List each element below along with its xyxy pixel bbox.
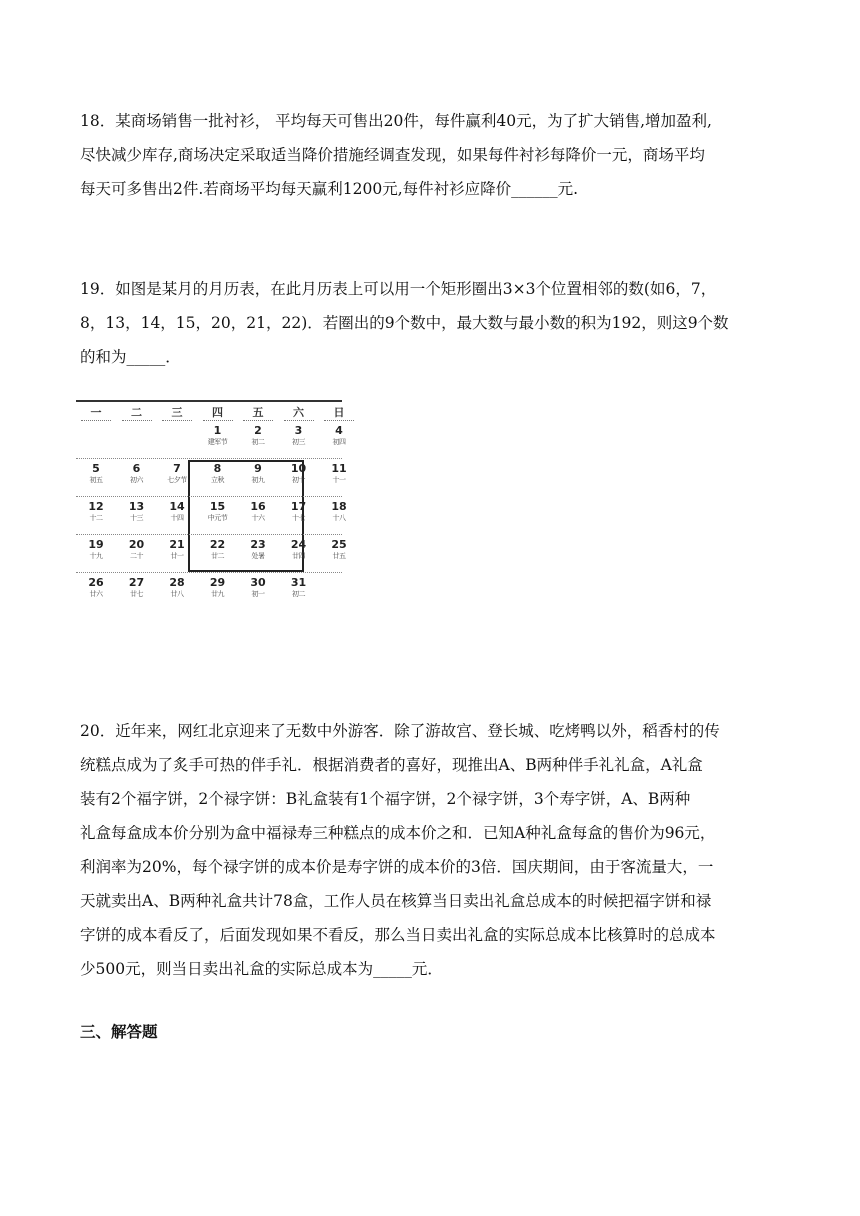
- calendar-day-cell: [319, 424, 359, 447]
- calendar-lunar-label: 初三: [292, 438, 305, 446]
- calendar-lunar-label: 十一: [332, 476, 346, 484]
- calendar-day-cell: [279, 576, 319, 599]
- calendar-day-cell: [198, 500, 238, 523]
- calendar-day-number: 22: [209, 538, 226, 551]
- question-19-line: 的和为_____．: [80, 348, 181, 366]
- weekday-header: 日: [333, 406, 345, 419]
- calendar-lunar-label: 廿一: [170, 552, 184, 560]
- calendar-day-number: 23: [250, 538, 266, 551]
- question-18-line: 每天可多售出2件.若商场平均每天赢利1200元,每件衬衫应降价______元.: [80, 180, 579, 198]
- calendar-lunar-label: 十三: [130, 514, 143, 522]
- calendar-day-number: 5: [92, 462, 100, 475]
- calendar-day-number: 4: [335, 424, 343, 437]
- calendar-day-cell: [319, 500, 359, 523]
- calendar-day-number: 15: [209, 500, 226, 513]
- calendar-day-number: 3: [294, 424, 303, 437]
- calendar-day-number: 1: [213, 424, 222, 437]
- calendar-lunar-label: 十七: [292, 514, 305, 522]
- calendar-day-number: 8: [213, 462, 222, 475]
- calendar-day-number: 29: [209, 576, 226, 589]
- calendar-day-number: 21: [169, 538, 185, 551]
- calendar-row-divider: [76, 458, 342, 459]
- calendar-day-cell: [76, 500, 116, 523]
- calendar-day-cell: [319, 538, 359, 561]
- calendar-lunar-label: 初一: [251, 590, 265, 598]
- question-20-text: [80, 714, 780, 986]
- calendar-lunar-label: 十二: [89, 514, 103, 522]
- question-18-line: 18．某商场销售一批衬衫， 平均每天可售出20件，每件赢利40元，为了扩大销售,增加盈利,: [80, 112, 712, 130]
- question-19-line: 8，13，14，15，20，21，22)．若圈出的9个数中，最大数与最小数的积为192，则这9个数: [80, 314, 729, 332]
- calendar-day-cell: [198, 538, 238, 561]
- calendar-day-number: 9: [254, 462, 262, 475]
- weekday-header: 六: [293, 406, 304, 419]
- section-title: 三、解答题: [80, 1023, 158, 1041]
- weekday-divider: [243, 420, 273, 421]
- calendar-day-cell: [157, 500, 197, 523]
- calendar-day-number: 13: [128, 500, 145, 513]
- calendar-day-cell: [238, 500, 278, 523]
- calendar-day-cell: [198, 462, 238, 485]
- calendar-lunar-label: 廿二: [211, 552, 224, 560]
- calendar-lunar-label: 中元节: [207, 514, 228, 522]
- calendar-day-cell: [279, 538, 319, 561]
- calendar-day-number: 7: [173, 462, 181, 475]
- calendar-day-number: 26: [88, 576, 104, 589]
- calendar-day-number: 27: [128, 576, 145, 589]
- calendar-day-cell: [117, 576, 157, 599]
- question-20-line: 礼盒每盒成本价分别为盒中福禄寿三种糕点的成本价之和．已知A种礼盒每盒的售价为96元，: [80, 824, 716, 842]
- calendar-day-number: 14: [169, 500, 185, 513]
- question-20-line: 装有2个福字饼，2个禄字饼：B礼盒装有1个福字饼，2个禄字饼，3个寿字饼，A、B两种: [80, 790, 691, 808]
- weekday-divider: [284, 420, 314, 421]
- calendar-day-number: 16: [250, 500, 266, 513]
- calendar-day-number: 19: [88, 538, 104, 551]
- calendar-day-number: 30: [250, 576, 266, 589]
- weekday-divider: [81, 420, 111, 421]
- calendar-lunar-label: 七夕节: [167, 476, 187, 484]
- calendar-day-cell: [238, 462, 278, 485]
- calendar-row-divider: [76, 496, 342, 497]
- question-19-line: 19．如图是某月的月历表，在此月历表上可以用一个矩形圈出3×3个位置相邻的数(如6，7，: [80, 280, 717, 298]
- calendar-lunar-label: 初二: [292, 590, 305, 598]
- calendar-row-divider: [76, 572, 342, 573]
- question-20: [80, 714, 780, 986]
- question-18: [80, 104, 780, 206]
- question-19: [80, 272, 780, 374]
- weekday-divider: [162, 420, 192, 421]
- calendar-day-cell: [76, 538, 116, 561]
- calendar-day-cell: [157, 576, 197, 599]
- calendar-lunar-label: 建军节: [207, 438, 228, 446]
- calendar-lunar-label: 初十: [292, 476, 305, 484]
- question-20-line: 利润率为20%，每个禄字饼的成本价是寿字饼的成本价的3倍．国庆期间，由于客流量大，一: [80, 858, 714, 876]
- calendar-day-cell: [238, 538, 278, 561]
- calendar-lunar-label: 廿九: [211, 590, 224, 598]
- weekday-divider: [122, 420, 152, 421]
- calendar-row-divider: [76, 534, 342, 535]
- calendar-lunar-label: 初九: [251, 476, 265, 484]
- calendar-lunar-label: 初五: [89, 476, 103, 484]
- weekday-divider: [203, 420, 233, 421]
- calendar-lunar-label: 廿六: [89, 590, 103, 598]
- weekday-header: 四: [212, 406, 223, 419]
- calendar-lunar-label: 初六: [130, 476, 143, 484]
- calendar-lunar-label: 立秋: [211, 476, 224, 484]
- weekday-header: 三: [171, 406, 183, 419]
- calendar-day-number: 25: [331, 538, 347, 551]
- weekday-header: 五: [252, 406, 264, 419]
- weekday-header: 二: [131, 406, 142, 419]
- calendar-day-number: 20: [128, 538, 145, 551]
- calendar-day-number: 10: [290, 462, 307, 475]
- calendar-day-number: 12: [88, 500, 104, 513]
- question-20-line: 少500元，则当日卖出礼盒的实际总成本为_____元．: [80, 960, 443, 978]
- calendar-lunar-label: 廿七: [130, 590, 143, 598]
- calendar-day-cell: [157, 538, 197, 561]
- calendar-lunar-label: 十九: [89, 552, 103, 560]
- calendar-figure: [76, 398, 347, 612]
- calendar-lunar-label: 十六: [251, 514, 265, 522]
- calendar-lunar-label: 初四: [332, 438, 346, 446]
- weekday-divider: [324, 420, 354, 421]
- calendar-day-number: 18: [331, 500, 347, 513]
- calendar-day-cell: [117, 462, 157, 485]
- calendar-day-cell: [76, 462, 116, 485]
- calendar-lunar-label: 初二: [251, 438, 265, 446]
- calendar-day-number: 11: [331, 462, 347, 475]
- calendar-day-cell: [238, 576, 278, 599]
- calendar-day-number: 2: [254, 424, 262, 437]
- weekday-header: 一: [90, 406, 102, 419]
- question-20-line: 字饼的成本看反了，后面发现如果不看反，那么当日卖出礼盒的实际总成本比核算时的总成本: [80, 926, 716, 944]
- calendar-day-cell: [319, 462, 359, 485]
- calendar-day-number: 24: [290, 538, 307, 551]
- calendar-top-rule: [76, 400, 342, 402]
- calendar-lunar-label: 廿五: [332, 552, 346, 560]
- calendar-day-cell: [238, 424, 278, 447]
- calendar-day-cell: [198, 576, 238, 599]
- calendar-day-cell: [157, 462, 197, 485]
- calendar-lunar-label: 二十: [130, 552, 143, 560]
- calendar-lunar-label: 十四: [170, 514, 184, 522]
- question-18-text: [80, 104, 780, 206]
- question-19-text: [80, 272, 780, 374]
- calendar-day-cell: [117, 500, 157, 523]
- question-20-line: 天就卖出A、B两种礼盒共计78盒，工作人员在核算当日卖出礼盒总成本的时候把福字饼和禄: [80, 892, 712, 910]
- calendar-day-number: 28: [169, 576, 185, 589]
- calendar-day-cell: [279, 500, 319, 523]
- question-20-line: 统糕点成为了炙手可热的伴手礼．根据消费者的喜好，现推出A、B两种伴手礼礼盒，A礼盒: [80, 756, 703, 774]
- calendar-day-cell: [76, 576, 116, 599]
- calendar-day-cell: [279, 462, 319, 485]
- calendar-day-cell: [117, 538, 157, 561]
- calendar-lunar-label: 廿四: [292, 552, 305, 560]
- question-18-line: 尽快减少库存,商场决定采取适当降价措施经调查发现，如果每件衬衫每降价一元，商场平均: [80, 146, 705, 164]
- calendar-lunar-label: 廿八: [170, 590, 184, 598]
- calendar-lunar-label: 处暑: [251, 552, 265, 560]
- calendar-day-number: 17: [290, 500, 307, 513]
- calendar-day-number: 6: [132, 462, 141, 475]
- calendar-day-cell: [279, 424, 319, 447]
- calendar-lunar-label: 十八: [332, 514, 346, 522]
- question-20-line: 20．近年来，网红北京迎来了无数中外游客．除了游故宫、登长城、吃烤鸭以外，稻香村的传: [80, 722, 720, 740]
- calendar-day-number: 31: [290, 576, 307, 589]
- calendar-day-cell: [198, 424, 238, 447]
